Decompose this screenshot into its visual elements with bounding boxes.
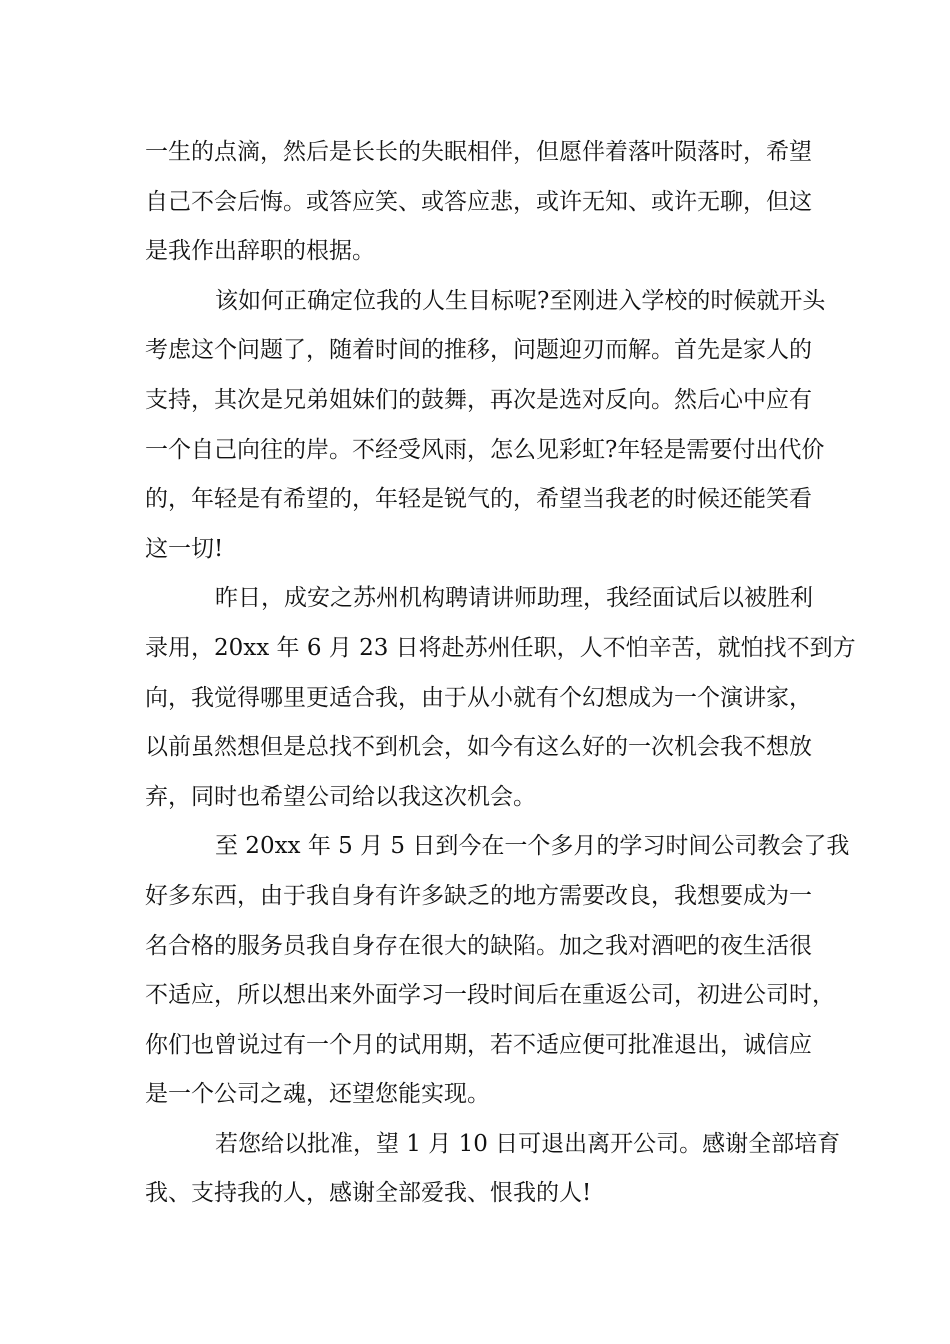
text-line: 的，年轻是有希望的，年轻是锐气的，希望当我老的时候还能笑看 (145, 486, 812, 513)
text-line: 不适应，所以想出来外面学习一段时间后在重返公司，初进公司时， (145, 982, 835, 1009)
text-line: 该如何正确定位我的人生目标呢?至刚进入学校的时候就开头 (215, 287, 826, 314)
text-line: 是一个公司之魂，还望您能实现。 (145, 1081, 490, 1108)
text-line: 至 20xx 年 5 月 5 日到今在一个多月的学习时间公司教会了我 (215, 833, 850, 860)
text-line: 名合格的服务员我自身存在很大的缺陷。加之我对酒吧的夜生活很 (145, 932, 812, 959)
document-body (145, 128, 856, 1219)
text-line: 一个自己向往的岸。不经受风雨，怎么见彩虹?年轻是需要付出代价 (145, 436, 825, 463)
text-line: 支持，其次是兄弟姐妹们的鼓舞，再次是选对反向。然后心中应有 (145, 386, 812, 413)
text-line: 考虑这个问题了，随着时间的推移，问题迎刃而解。首先是家人的 (145, 337, 812, 364)
text-line: 你们也曾说过有一个月的试用期，若不适应便可批准退出，诚信应 (145, 1031, 812, 1058)
text-line: 昨日，成安之苏州机构聘请讲师助理，我经面试后以被胜利 (215, 585, 813, 612)
text-line: 若您给以批准，望 1 月 10 日可退出离开公司。感谢全部培育 (215, 1130, 841, 1157)
text-line: 录用，20xx 年 6 月 23 日将赴苏州任职，人不怕辛苦，就怕找不到方 (145, 634, 856, 661)
text-line: 我、支持我的人，感谢全部爱我、恨我的人! (145, 1180, 592, 1207)
text-line: 以前虽然想但是总找不到机会，如今有这么好的一次机会我不想放 (145, 734, 812, 761)
text-line: 这一切! (145, 535, 224, 562)
text-line: 一生的点滴，然后是长长的失眠相伴，但愿伴着落叶陨落时，希望 (145, 139, 812, 165)
text-line: 好多东西，由于我自身有许多缺乏的地方需要改良，我想要成为一 (145, 882, 812, 909)
text-line: 弃，同时也希望公司给以我这次机会。 (145, 783, 536, 810)
text-line: 自己不会后悔。或答应笑、或答应悲，或许无知、或许无聊，但这 (145, 188, 812, 215)
text-line: 向，我觉得哪里更适合我，由于从小就有个幻想成为一个演讲家， (145, 684, 812, 711)
text-line: 是我作出辞职的根据。 (145, 238, 375, 265)
